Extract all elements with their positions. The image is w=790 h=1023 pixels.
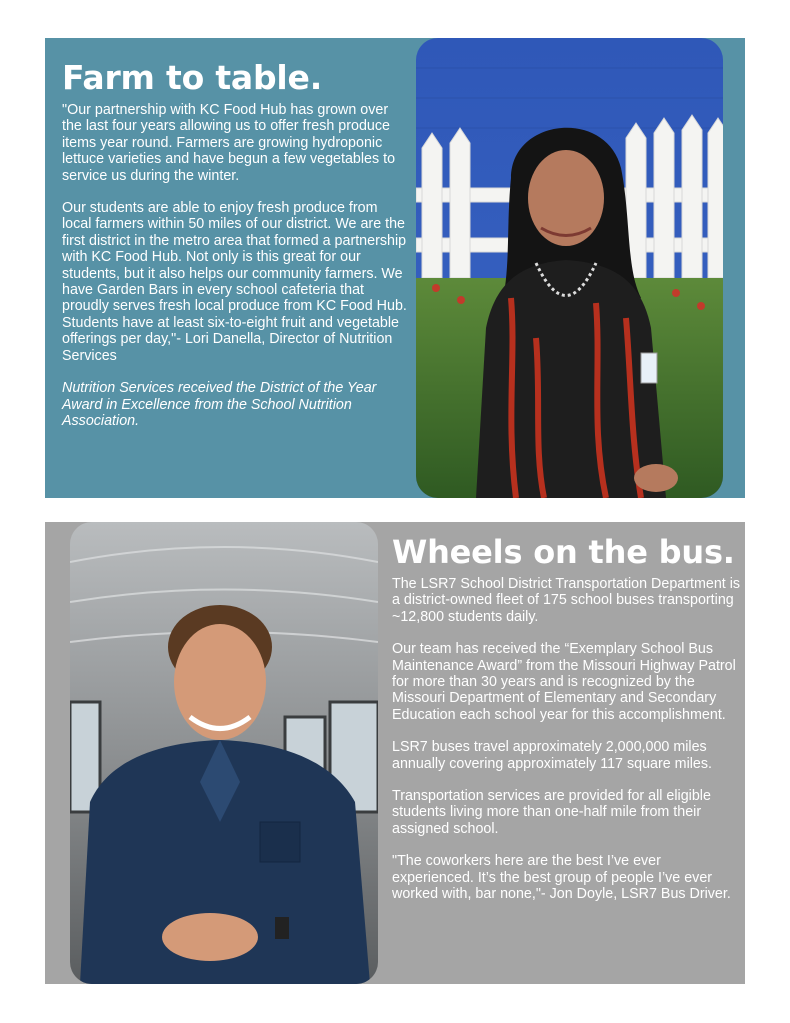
bus-driver-photo bbox=[70, 522, 378, 984]
farm-paragraph-1: "Our partnership with KC Food Hub has grown over the last four years allowing us to offer fresh produce items year round. Farmers are growing hydroponic lettuce varieties and have begun a few vegetables to service us during the winter. bbox=[62, 102, 396, 184]
bus-driver-quote: "The coworkers here are the best I’ve ever experienced. It’s the best group of people I’ve ever worked with, bar none,"- Jon Doyle, LSR7 Bus Driver. bbox=[392, 853, 731, 903]
nutrition-director-photo bbox=[416, 38, 723, 498]
bus-paragraph-1: The LSR7 School District Transportation Department is a district-owned fleet of 175 school buses transporting ~12,800 students daily. bbox=[392, 576, 741, 625]
bus-paragraph-4: Transportation services are provided for all eligible students living more than one-half mile from their assigned school. bbox=[392, 788, 711, 837]
bus-text-block bbox=[392, 532, 742, 919]
farm-paragraph-2: Our students are able to enjoy fresh produce from local farmers within 50 miles of our district. We are the first district in the metro area that formed a partnership with KC Food Hub. Not only is this great for our students, but it also helps our community farmers. We have Garden Bars in every school cafeteria that proudly serves fresh local produce from KC Food Hub. Students have at least six-to-eight fruit and vegetable offerings per day,"- Lori Danella, Director of Nutrition Services bbox=[62, 200, 407, 364]
bus-title: Wheels on the bus. bbox=[392, 533, 735, 571]
farm-text-block bbox=[62, 58, 407, 445]
bus-paragraph-2: Our team has received the “Exemplary School Bus Maintenance Award” from the Missouri Highway Patrol for more than 30 years and is recognized by the Missouri Department of Elementary and Secondary Education each school year for this accomplishment. bbox=[392, 641, 736, 723]
farm-to-table-section bbox=[45, 38, 745, 498]
farm-title: Farm to table. bbox=[62, 58, 323, 97]
bus-paragraph-3: LSR7 buses travel approximately 2,000,000 miles annually covering approximately 117 square miles. bbox=[392, 739, 712, 772]
farm-award-note: Nutrition Services received the District of the Year Award in Excellence from the School Nutrition Association. bbox=[62, 380, 377, 429]
wheels-on-the-bus-section bbox=[45, 522, 745, 984]
